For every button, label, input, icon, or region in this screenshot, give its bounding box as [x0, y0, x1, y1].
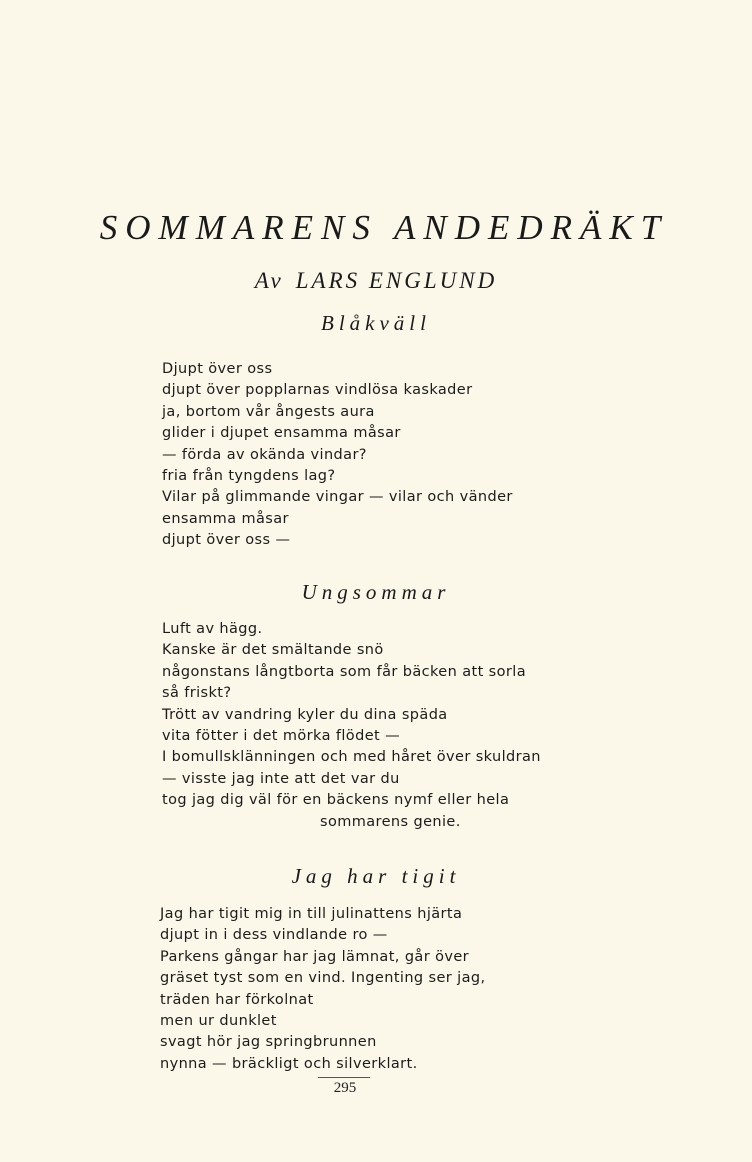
- poem-line: djupt in i dess vindlande ro —: [160, 927, 388, 944]
- poem-title-ungsommar: Ungsommar: [301, 580, 451, 604]
- poem-line: ja, bortom vår ångests aura: [162, 403, 375, 420]
- poem-line: Trött av vandring kyler du dina späda: [162, 706, 448, 723]
- poem-line: så friskt?: [162, 685, 232, 702]
- poem-line: sommarens genie.: [320, 813, 461, 830]
- poem-ungsommar: [162, 619, 541, 833]
- poem-line: Luft av hägg.: [162, 621, 263, 637]
- poem-line: gräset tyst som en vind. Ingenting ser jag,: [160, 970, 486, 987]
- poem-line: djupt över popplarnas vindlösa kaskader: [162, 382, 473, 399]
- poem-line: tog jag dig väl för en bäckens nymf eller hela: [162, 792, 510, 809]
- author-prefix: Av: [254, 268, 284, 293]
- poem-line: Kanske är det smältande snö: [162, 642, 384, 659]
- poem-line: Vilar på glimmande vingar — vilar och vänder: [162, 489, 513, 506]
- article-title: SOMMARENS ANDEDRÄKT: [99, 208, 669, 247]
- poem-title-jag-har-tigit: Jag har tigit: [291, 864, 461, 888]
- poem-line: svagt hör jag springbrunnen: [160, 1034, 377, 1051]
- poem-line: djupt över oss —: [162, 532, 291, 549]
- poem-jag-har-tigit: [160, 904, 486, 1075]
- poem-line: Djupt över oss: [162, 361, 273, 377]
- page-number: 295: [333, 1080, 357, 1096]
- poem-line: Parkens gångar har jag lämnat, går över: [160, 948, 470, 965]
- poem-line: Jag har tigit mig in till julinattens hjärta: [160, 906, 463, 922]
- author-line: [0, 268, 752, 294]
- poem-title-blakvall: Blåkväll: [321, 311, 431, 335]
- poem-line: men ur dunklet: [160, 1013, 277, 1030]
- poem-line: — förda av okända vindar?: [162, 446, 367, 463]
- poem-line: glider i djupet ensamma måsar: [162, 425, 401, 442]
- poem-line: ensamma måsar: [162, 510, 289, 527]
- author-name: LARS ENGLUND: [295, 268, 498, 293]
- poem-blakvall: [162, 359, 513, 552]
- poem-line: någonstans långtborta som får bäcken att sorla: [162, 663, 526, 680]
- poem-line: nynna — bräckligt och silverklart.: [160, 1055, 418, 1072]
- footer-divider: [318, 1077, 370, 1078]
- poem-line: — visste jag inte att det var du: [162, 770, 400, 787]
- poem-line: I bomullsklänningen och med håret över skuldran: [162, 749, 541, 766]
- poem-line: fria från tyngdens lag?: [162, 468, 336, 485]
- poem-line: vita fötter i det mörka flödet —: [162, 728, 401, 745]
- poem-line: träden har förkolnat: [160, 991, 314, 1008]
